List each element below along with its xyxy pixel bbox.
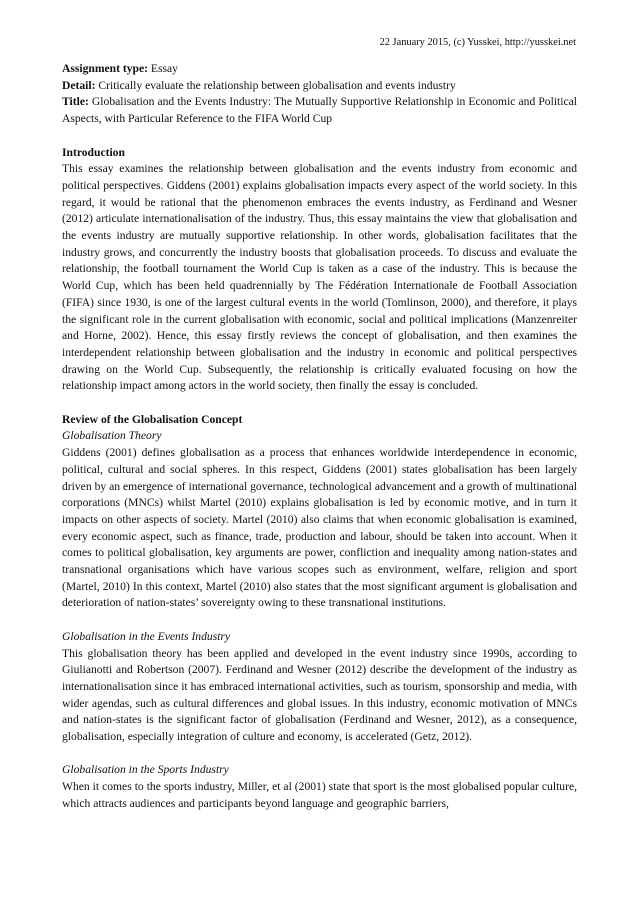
- events-industry-subsection: [62, 629, 577, 746]
- sports-industry-subsection: [62, 762, 577, 812]
- sports-industry-subheading: Globalisation in the Sports Industry: [62, 763, 229, 777]
- assignment-type-value: Essay: [148, 62, 178, 75]
- assignment-type-line: [62, 61, 577, 78]
- review-section: [62, 412, 577, 813]
- assignment-type-label: Assignment type:: [62, 62, 148, 75]
- sports-industry-paragraph: When it comes to the sports industry, Miller, et al (2001) state that sport is the most globalised popular culture, which attracts audiences and participants beyond language and geographic barriers,: [62, 780, 577, 810]
- assignment-title-value: Globalisation and the Events Industry: The Mutually Supportive Relationship in Economic and Political Aspects, with Particular Reference to the FIFA World Cup: [62, 95, 577, 126]
- introduction-paragraph: This essay examines the relationship between globalisation and the events industry from economic and political perspectives. Giddens (2001) explains globalisation impacts every aspect of the world society. In this regard, it would be rational that the phenomenon embraces the events industry, as Ferdinand and Wesner (2012) articulate internationalisation of the industry. Thus, this essay maintains the view that globalisation and the events industry are mutually supportive relationship. In other words, globalisation facilitates that the industry grows, and concurrently the industry boosts that globalisation proceeds. To discuss and evaluate the relationship, the football tournament the World Cup is taken as a case of the industry. This is because the World Cup, which has been held quadrennially by The Fédération Internationale de Football Association (FIFA) since 1930, is one of the largest cultural events in the world (Tomlinson, 2000), and therefore, it plays the significant role in the current globalisation with economic, social and political implications (Manzenreiter and Horne, 2002). Hence, this essay firstly reviews the concept of globalisation, and then examines the interdependent relationship between globalisation and the industry in economic and political perspectives drawing on the World Cup. Subsequently, the relationship is critically evaluated focusing on how the relationship impact among actors in the world society, then finally the essay is concluded.: [62, 162, 577, 393]
- events-industry-paragraph: This globalisation theory has been applied and developed in the event industry since 1990s, according to Giulianotti and Robertson (2007). Ferdinand and Wesner (2012) describe the development of the industry as internationalisation since it has embraced international activities, such as tourism, sponsorship and media, with wider agendas, such as cultural differences and global issues. In this industry, economic motivation of MNCs and nation-states is the significant factor of globalisation (Ferdinand and Wesner, 2012), as a consequence, globalisation, especially integration of culture and economy, is accelerated (Getz, 2012).: [62, 646, 577, 744]
- introduction-heading: Introduction: [62, 145, 125, 159]
- page-header: 22 January 2015, (c) Yusskei, http://yusskei.net: [379, 37, 576, 48]
- review-heading: Review of the Globalisation Concept: [62, 412, 243, 426]
- assignment-title-line: [62, 94, 577, 127]
- document-body: [62, 61, 577, 813]
- assignment-detail-value: Critically evaluate the relationship between globalisation and events industry: [95, 78, 456, 92]
- globalisation-theory-paragraph: Giddens (2001) defines globalisation as a process that enhances worldwide interdependence in economic, political, cultural and social spheres. In this respect, Giddens (2001) states globalisation has been largely driven by an emergence of international governance, technological advancement and a growth of multinational corporations (MNCs) whilst Martel (2010) explains globalisation is led by economic motive, and in turn it impacts on other aspects of society. Martel (2010) also claims that when economic globalisation is examined, every economic aspect, such as finance, trade, production and labour, should be taken into account. When it comes to political globalisation, key arguments are power, confliction and inequality among nation-states and transnational organisations which have various scopes such as environment, welfare, religion and sport (Martel, 2010) In this context, Martel (2010) also states that the most significant argument is globalisation and deterioration of nation-states’ sovereignty owing to these transnational institutions.: [62, 446, 577, 610]
- assignment-title-label: Title:: [62, 95, 89, 109]
- events-industry-subheading: Globalisation in the Events Industry: [62, 629, 231, 643]
- globalisation-theory-subheading: Globalisation Theory: [62, 429, 162, 443]
- assignment-detail-line: [62, 78, 577, 95]
- introduction-section: [62, 145, 577, 396]
- assignment-detail-label: Detail:: [62, 78, 96, 92]
